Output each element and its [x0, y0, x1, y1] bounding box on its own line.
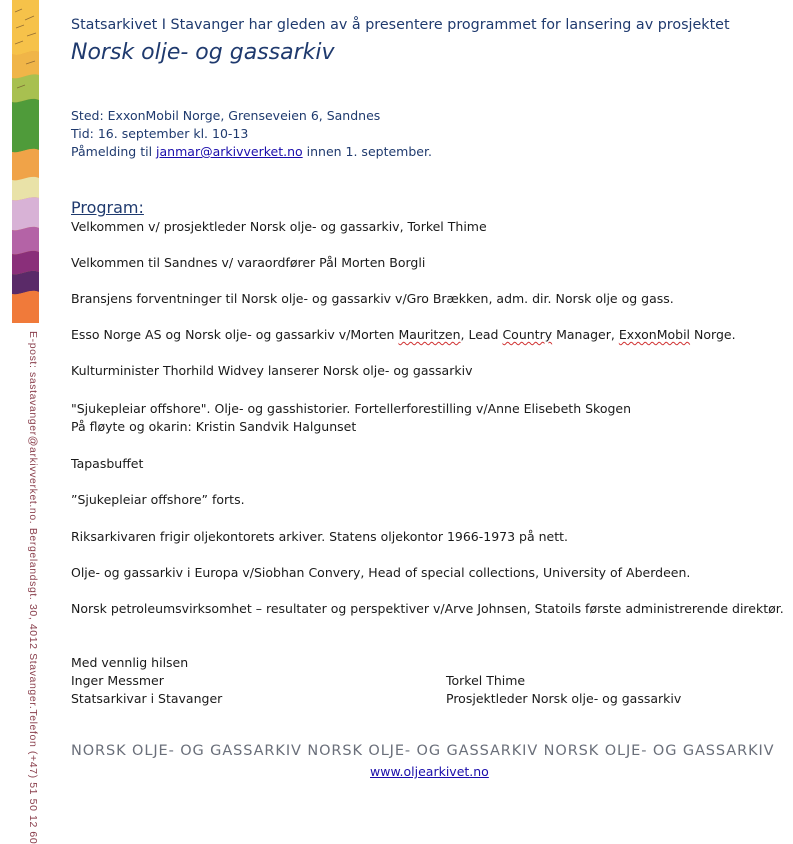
intro-text: Statsarkivet I Stavanger har gleden av å presentere programmet for lansering av prosjektet [71, 17, 730, 33]
signer1-title: Statsarkivar i Stavanger [71, 691, 223, 706]
program-item-text: Manager, [552, 327, 619, 342]
event-info [71, 107, 432, 161]
program-item [71, 327, 736, 342]
program-item: På fløyte og okarin: Kristin Sandvik Halgunset [71, 419, 357, 434]
footer-website-link[interactable]: www.oljearkivet.no [370, 764, 489, 779]
program-item: Velkommen v/ prosjektleder Norsk olje- og gassarkiv, Torkel Thime [71, 219, 487, 234]
program-item: Velkommen til Sandnes v/ varaordfører Pål Morten Borgli [71, 255, 426, 270]
sidebar-contact-text: E-post: sastavanger@arkivverket.no. Bergelandsgt. 30, 4012 Stavanger.Telefon (+47) 51 50 12 60 [27, 331, 39, 844]
signer2-title: Prosjektleder Norsk olje- og gassarkiv [446, 691, 682, 706]
event-time: Tid: 16. september kl. 10-13 [71, 126, 249, 141]
decorative-strata-strip [12, 0, 39, 323]
program-item: ”Sjukepleiar offshore” forts. [71, 492, 245, 507]
program-item: Kulturminister Thorhild Widvey lanserer Norsk olje- og gassarkiv [71, 363, 473, 378]
program-item: "Sjukepleiar offshore". Olje- og gasshistorier. Fortellerforestilling v/Anne Elisebeth Skogen [71, 401, 632, 416]
footer-banner: NORSK OLJE- OG GASSARKIV NORSK OLJE- OG GASSARKIV NORSK OLJE- OG GASSARKIV [71, 743, 775, 759]
signer2-name: Torkel Thime [446, 673, 526, 688]
spellcheck-word: Country [502, 327, 553, 342]
program-item-text: Norge. [690, 327, 736, 342]
spellcheck-word: ExxonMobil [618, 327, 691, 342]
signup-suffix: innen 1. september. [302, 144, 432, 159]
signup-prefix: Påmelding til [71, 144, 157, 159]
program-item-text: Esso Norge AS og Norsk olje- og gassarkiv v/Morten [71, 327, 399, 342]
program-item: Bransjens forventninger til Norsk olje- og gassarkiv v/Gro Brækken, adm. dir. Norsk olje og gass. [71, 291, 674, 306]
program-item: Riksarkivaren frigir oljekontorets arkiver. Statens oljekontor 1966-1973 på nett. [71, 529, 569, 544]
program-item: Tapasbuffet [71, 456, 144, 471]
event-place: Sted: ExxonMobil Norge, Grenseveien 6, Sandnes [71, 108, 381, 123]
program-item-text: , Lead [460, 327, 503, 342]
spellcheck-word: Mauritzen [398, 327, 461, 342]
program-heading: Program: [71, 198, 144, 217]
signer1-name: Inger Messmer [71, 673, 164, 688]
signup-email-link[interactable]: janmar@arkivverket.no [156, 144, 303, 159]
event-signup [71, 143, 432, 161]
program-item: Norsk petroleumsvirksomhet – resultater og perspektiver v/Arve Johnsen, Statoils første administrerende direktør. [71, 601, 784, 616]
program-item: Olje- og gassarkiv i Europa v/Siobhan Convery, Head of special collections, University of Aberdeen. [71, 565, 691, 580]
closing-greeting: Med vennlig hilsen [71, 655, 189, 670]
page-title: Norsk olje- og gassarkiv [71, 40, 335, 65]
